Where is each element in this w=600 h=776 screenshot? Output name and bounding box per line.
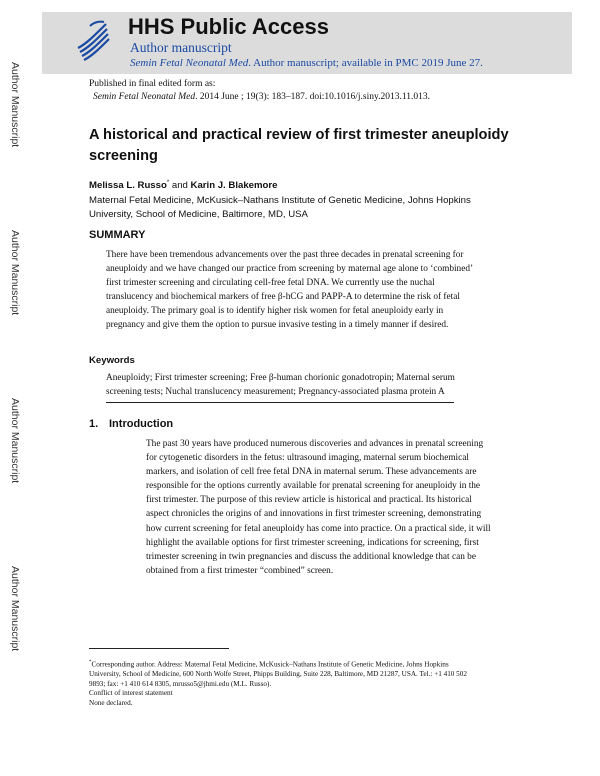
introduction-text [146,437,526,578]
section-title: Introduction [109,418,174,430]
introduction-line: for cytogenetic disorders in the fetus: ultrasound imaging, maternal serum biochemical [146,453,469,464]
citation-line [93,92,430,102]
introduction-line: first trimester. The purpose of this review article is historical and practical. Its historical [146,495,472,506]
summary-line: aneuploidy and we have changed our practice from screening by maternal age alone to ‘combined’ [106,264,474,275]
footnote-line: Conflict of interest statement [89,689,173,698]
summary-line: first trimester screening and circulating cell-free fetal DNA. We currently use the nuchal [106,278,435,289]
summary-line: aneuploidy. The primary goal is to identify higher risk women for fetal aneuploidy early in [106,306,444,317]
published-in-label: Published in final edited form as: [89,79,216,89]
availability-line [130,57,483,69]
introduction-line: aspect chronicles the origins of and innovations in first trimester screening, demonstrating [146,509,482,520]
footnote-line: University, School of Medicine, 600 North Wolfe Street, Phipps Building, Suite 228, Baltimore, MD 21287, USA. Tel.: +1 410 502 [89,669,467,678]
keywords-text [106,371,526,399]
introduction-line: obtained from a first trimester “combined” screen. [146,565,334,576]
introduction-line: how current screening for fetal aneuploidy has come into practice. On a practical side, it will [146,523,491,534]
keywords-line: Aneuploidy; First trimester screening; Free β-human chorionic gonadotropin; Maternal serum [106,373,455,383]
article-title-line: A historical and practical review of first trimester aneuploidy [89,127,509,143]
introduction-line: markers, and isolation of cell free fetal DNA in maternal serum. These advancements are [146,467,477,478]
author-manuscript-label: Author manuscript [130,40,232,55]
author-join: and [169,180,191,192]
availability-text: . Author manuscript; available in PMC 2019 June 27. [248,57,483,69]
footnote-line: None declared. [89,698,133,707]
affiliation-line: University, School of Medicine, Baltimore, MD, USA [89,209,308,220]
keywords-line: screening tests; Nuchal translucency measurement; Pregnancy-associated plasma protein A [106,387,445,398]
introduction-line: trimester screening in twin pregnancies and discuss the additional knowledge that can be [146,551,476,562]
summary-line: translucency and biochemical markers of free β-hCG and PAPP-A to determine the risk of fetal [106,292,460,303]
side-label-author-manuscript: Author Manuscript [9,566,21,652]
summary-line: There have been tremendous advancements over the past three decades in prenatal screening for [106,250,464,260]
footnote-divider [89,648,229,649]
hhs-eagle-icon [76,18,110,64]
introduction-heading [89,418,173,430]
side-label-author-manuscript: Author Manuscript [9,62,21,148]
author-name: Karin J. Blakemore [190,180,278,192]
author-list [89,180,277,191]
introduction-line: The past 30 years have produced numerous discoveries and advances in prenatal screening [146,439,484,449]
keywords-heading: Keywords [89,355,135,366]
footnote-line: 9893; fax: +1 410 614 8305, mrusso5@jhmi.edu (M.L. Russo). [89,679,272,688]
summary-heading: SUMMARY [89,229,146,241]
citation-details: . 2014 June ; 19(3): 183–187. doi:10.1016/j.siny.2013.11.013. [195,92,431,102]
summary-text [106,248,526,333]
side-label-author-manuscript: Author Manuscript [9,398,21,484]
introduction-line: highlight the available options for first trimester screening, indications for screening, first [146,537,479,548]
citation-journal: Semin Fetal Neonatal Med [93,92,196,102]
footnote-text: Corresponding author. Address: Maternal Fetal Medicine, McKusick–Nathans Institute of Genetic Medicine, Johns Hopkins [91,660,449,669]
footnote-mark: * [89,660,92,665]
journal-name: Semin Fetal Neonatal Med [130,57,249,69]
article-title-line: screening [89,148,158,164]
affiliation [89,194,519,222]
hhs-title: HHS Public Access [128,14,329,39]
keywords-divider [106,402,454,403]
introduction-line: responsible for the options currently available for prenatal screening for aneuploidy in the [146,481,481,492]
author-name: Melissa L. Russo [89,180,167,192]
footnote [89,658,519,708]
side-label-author-manuscript: Author Manuscript [9,230,21,316]
summary-line: pregnancy and give them the option to pursue invasive testing in a timely manner if desired. [106,320,449,331]
footnote-line [89,658,519,670]
section-number: 1. [89,418,99,430]
corresponding-mark: * [166,180,170,186]
article-title [89,125,519,167]
affiliation-line: Maternal Fetal Medicine, McKusick–Nathans Institute of Genetic Medicine, Johns Hopkins [89,195,471,206]
